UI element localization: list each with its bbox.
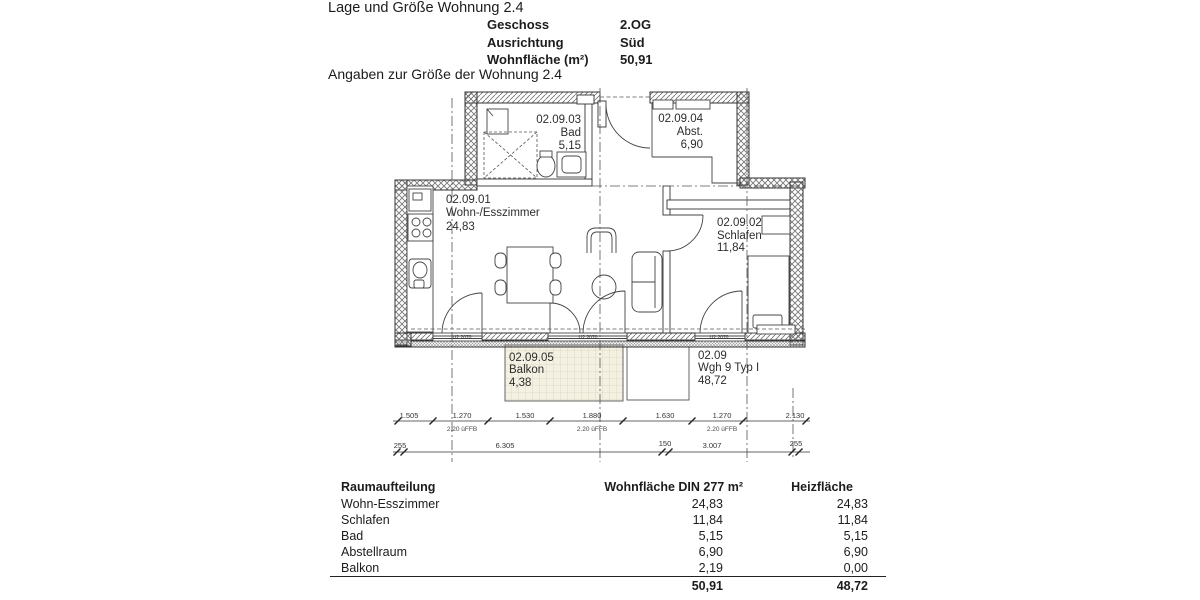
dim-label: 1.530 [515, 411, 535, 420]
dim-label: 3.007 [702, 441, 722, 450]
cell-room: Bad [341, 529, 364, 543]
room-label-schlafen [717, 217, 762, 254]
cell-area: 2,19 [698, 561, 723, 575]
room-name: Balkon [509, 364, 545, 376]
dim-label: 1.505 [399, 411, 419, 420]
chair [550, 280, 561, 295]
wall-bottom-pier [627, 333, 695, 341]
balcony-door-1 [442, 293, 482, 333]
room-label-abst [658, 113, 703, 151]
info-row-ausrichtung [487, 34, 653, 52]
bedroom-door [667, 215, 703, 251]
cell-area-total: 50,91 [691, 579, 723, 593]
dim-label: 1.880 [582, 411, 602, 420]
col-header-heat: Heizfläche [791, 480, 853, 494]
room-name: Schlafen [717, 230, 762, 242]
room-id: 02.09.01 [446, 194, 491, 206]
toilet [537, 155, 555, 177]
cell-heat: 0,00 [843, 561, 868, 575]
lintel-height-label: 2.20 üFFB [576, 426, 608, 433]
dim-label: 255 [789, 439, 803, 448]
room-id: 02.09.02 [717, 217, 762, 229]
wall-bottom-pier [411, 333, 433, 341]
chair [550, 253, 561, 268]
kitchen [407, 186, 433, 332]
wall-bad-bottom [477, 179, 592, 186]
room-label-bad [536, 114, 581, 152]
dim-label: 1.630 [655, 411, 675, 420]
floor-plan [390, 85, 820, 470]
balcony-door-2r [583, 291, 625, 333]
cell-room: Abstellraum [341, 545, 407, 559]
table-row [330, 528, 886, 544]
wall-right-main [790, 182, 803, 345]
cell-heat-total: 48,72 [836, 579, 868, 593]
chair [495, 253, 506, 268]
room-area: 24,83 [446, 221, 475, 233]
dresser [762, 216, 790, 234]
window-type-label: U2 2070 [709, 335, 729, 341]
window-type-label: U2 2070 [452, 335, 472, 341]
cell-heat: 6,90 [843, 545, 868, 559]
table-row [330, 544, 886, 560]
abst-shelf [676, 100, 710, 109]
cell-area: 6,90 [698, 545, 723, 559]
wall-bottom-corner [395, 333, 411, 346]
wall-schlafen-top [667, 200, 790, 209]
dim-label: 6.305 [495, 441, 515, 450]
balcony-door-2l [550, 303, 580, 333]
room-name: Wgh 9 Typ I [698, 362, 760, 374]
dimension-row-2 [393, 439, 810, 456]
dim-label: 1.270 [712, 411, 732, 420]
room-area: 11,84 [717, 242, 745, 254]
room-name: Bad [560, 127, 581, 139]
room-id: 02.09.04 [658, 113, 703, 125]
radiator [757, 325, 795, 334]
room-id: 02.09.05 [509, 352, 554, 364]
wall-left-bad [465, 92, 477, 185]
room-name: Wohn-/Esszimmer [446, 207, 540, 219]
balcony-door-3 [700, 291, 742, 333]
lintel-height-label: 2.20 üFFB [706, 426, 738, 433]
window-type-label: U2 2070 [578, 335, 598, 341]
dining-table [507, 247, 553, 303]
page-title: Lage und Größe Wohnung 2.4 [328, 0, 524, 16]
info-row-geschoss [487, 16, 653, 34]
table-total-row [330, 576, 886, 595]
info-label: Wohnfläche (m²) [487, 52, 589, 67]
cell-room: Balkon [341, 561, 380, 575]
entry-door-swing [606, 104, 650, 148]
room-name: Abst. [676, 126, 703, 138]
wall-bottom-pier [482, 333, 548, 341]
apartment-info [487, 16, 653, 69]
armchair-inner [591, 232, 612, 253]
terrace-outline [627, 347, 689, 400]
info-value: 50,91 [620, 52, 653, 67]
stool [592, 275, 616, 299]
cell-heat: 11,84 [837, 513, 868, 527]
cell-area: 24,83 [691, 497, 723, 511]
abst-shelf [653, 100, 673, 109]
dim-label: 1.270 [452, 411, 472, 420]
living-furniture [495, 228, 662, 312]
dim-label: 150 [658, 439, 672, 448]
room-label-wohnung [698, 350, 759, 387]
cell-heat: 24,83 [836, 497, 868, 511]
info-label: Geschoss [487, 17, 550, 32]
info-value: 2.OG [620, 17, 652, 32]
col-header-area: Wohnfläche DIN 277 m² [604, 480, 743, 494]
info-value: Süd [620, 34, 645, 50]
wall-schlafen-left [663, 251, 670, 333]
cell-room-total [330, 577, 578, 595]
cell-area: 5,15 [698, 529, 723, 543]
table-row [330, 560, 886, 576]
col-header-room: Raumaufteilung [341, 480, 436, 494]
dimension-row-1 [393, 411, 810, 433]
room-label-wohnzimmer [446, 194, 540, 233]
lintel-height-label: 2.20 üFFB [446, 426, 478, 433]
room-id: 02.09 [698, 350, 727, 362]
chair [495, 280, 506, 295]
table-row [330, 496, 886, 512]
duct-box [577, 95, 594, 104]
wall-left-main [395, 180, 407, 345]
dim-label: 2.130 [785, 411, 805, 420]
room-area: 6,90 [680, 139, 703, 151]
bed [748, 256, 789, 333]
table-header-row [330, 478, 886, 496]
room-area-table [330, 478, 886, 595]
cell-room: Schlafen [341, 513, 390, 527]
info-label: Ausrichtung [487, 34, 564, 50]
cell-room: Wohn-Esszimmer [341, 497, 440, 511]
entry-door-leaf [598, 101, 606, 127]
cell-heat: 5,15 [843, 529, 868, 543]
cell-area: 11,84 [692, 513, 723, 527]
table-row [330, 512, 886, 528]
room-area: 4,38 [509, 377, 532, 389]
wall-abst-bottom [652, 157, 741, 183]
toilet-tank [540, 151, 552, 157]
room-id: 02.09.03 [536, 114, 581, 126]
section-subtitle: Angaben zur Größe der Wohnung 2.4 [328, 66, 563, 82]
dim-label: 255 [393, 441, 407, 450]
room-area: 48,72 [698, 375, 727, 387]
room-area: 5,15 [558, 140, 581, 152]
